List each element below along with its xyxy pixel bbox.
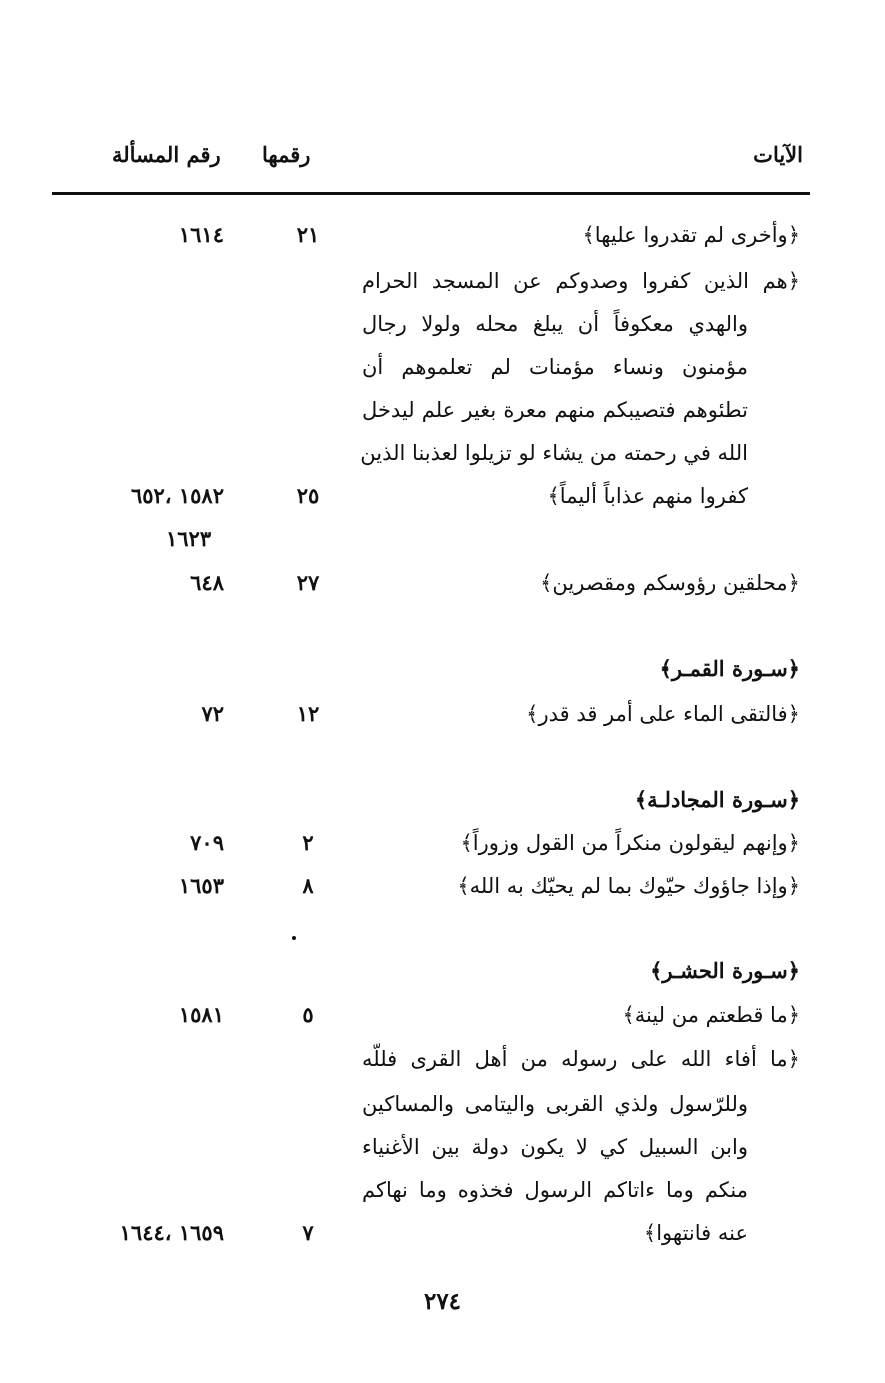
table-row [0,1173,885,1207]
table-row [0,697,885,731]
verse-number: ٢٧ [296,570,320,595]
surah-heading [0,783,885,817]
verse-text: الله في رحمته من يشاء لو تزيلوا لعذبنا الذين [360,441,748,465]
verse-text: والهدي معكوفاً أن يبلغ محله ولولا رجال [362,312,748,336]
verse-text: ﴿وإنهم ليقولون منكراً من القول وزوراً﴾ [460,831,800,855]
issue-number: ١٥٨١ [178,1002,224,1027]
table-row [0,436,885,470]
issue-number: ١٦٥٩ ،١٦٤٤ [119,1220,224,1245]
issue-number: ١٦١٤ [178,222,224,247]
table-row [0,264,885,298]
verse-text: ﴿فالتقى الماء على أمر قد قدر﴾ [526,702,800,726]
table-row [0,307,885,341]
surah-title: ﴿سـورة المجادلـة﴾ [634,787,800,812]
verse-text: ﴿محلقين رؤوسكم ومقصرين﴾ [540,571,800,595]
verse-text: ﴿وأخرى لم تقدروا عليها﴾ [582,223,800,247]
verse-text: كفروا منهم عذاباً أليماً﴾ [547,484,748,508]
header-rule [52,192,810,195]
surah-heading [0,954,885,988]
table-row [0,998,885,1032]
verse-number: ٢ [302,830,314,855]
verse-text: ﴿ما قطعتم من لينة﴾ [622,1003,800,1027]
verse-text: وللرّسول ولذي القربى واليتامى والمساكين [362,1092,748,1116]
issue-number: ١٥٨٢ ،٦٥٢ [130,483,224,508]
table-row [0,479,885,513]
surah-title: ﴿سـورة الحشـر﴾ [650,958,800,983]
issue-number: ١٦٢٣ [166,526,212,551]
table-row [0,1130,885,1164]
table-row [0,869,885,903]
table-row [0,218,885,252]
verse-number: ٥ [302,1002,314,1027]
table-row [0,566,885,600]
issue-number: ٦٤٨ [190,570,224,595]
table-row [0,350,885,384]
page-number: ٢٧٤ [423,1288,462,1315]
column-header-verse-number: رقمها [262,142,311,167]
verse-text: ﴿ما أفاء الله على رسوله من أهل القرى فللّه [362,1047,800,1071]
issue-number: ١٦٥٣ [178,873,224,898]
verse-number: ١٢ [296,701,320,726]
column-header-issue-number: رقم المسألة [112,142,221,167]
verse-text: تطئوهم فتصيبكم منهم معرة بغير علم ليدخل [362,398,748,422]
surah-title: ﴿سـورة القمـر﴾ [659,656,800,681]
issue-number: ٧٠٩ [190,830,224,855]
table-row [0,826,885,860]
verse-text: مؤمنون ونساء مؤمنات لم تعلموهم أن [362,355,748,379]
verse-text: منكم وما ءاتاكم الرسول فخذوه وما نهاكم [362,1178,748,1202]
verse-text: وابن السبيل كي لا يكون دولة بين الأغنياء [362,1135,748,1159]
verse-number: ٢٥ [296,483,320,508]
verse-number: ٧ [302,1220,314,1245]
table-row [0,1087,885,1121]
surah-heading [0,652,885,686]
verse-text: ﴿وإذا جاؤوك حيّوك بما لم يحيّك به الله﴾ [457,874,800,898]
table-row [0,1042,885,1076]
table-row [0,393,885,427]
verse-text: ﴿هم الذين كفروا وصدوكم عن المسجد الحرام [362,269,800,293]
verse-number: ٢١ [296,222,320,247]
issue-number: ٧٢ [201,701,224,726]
verse-number: ٨ [302,873,314,898]
stray-dot [292,936,296,940]
verse-text: عنه فانتهوا﴾ [643,1221,748,1245]
column-header-verses: الآيات [753,142,803,167]
table-row [0,1216,885,1250]
table-row [0,522,885,556]
